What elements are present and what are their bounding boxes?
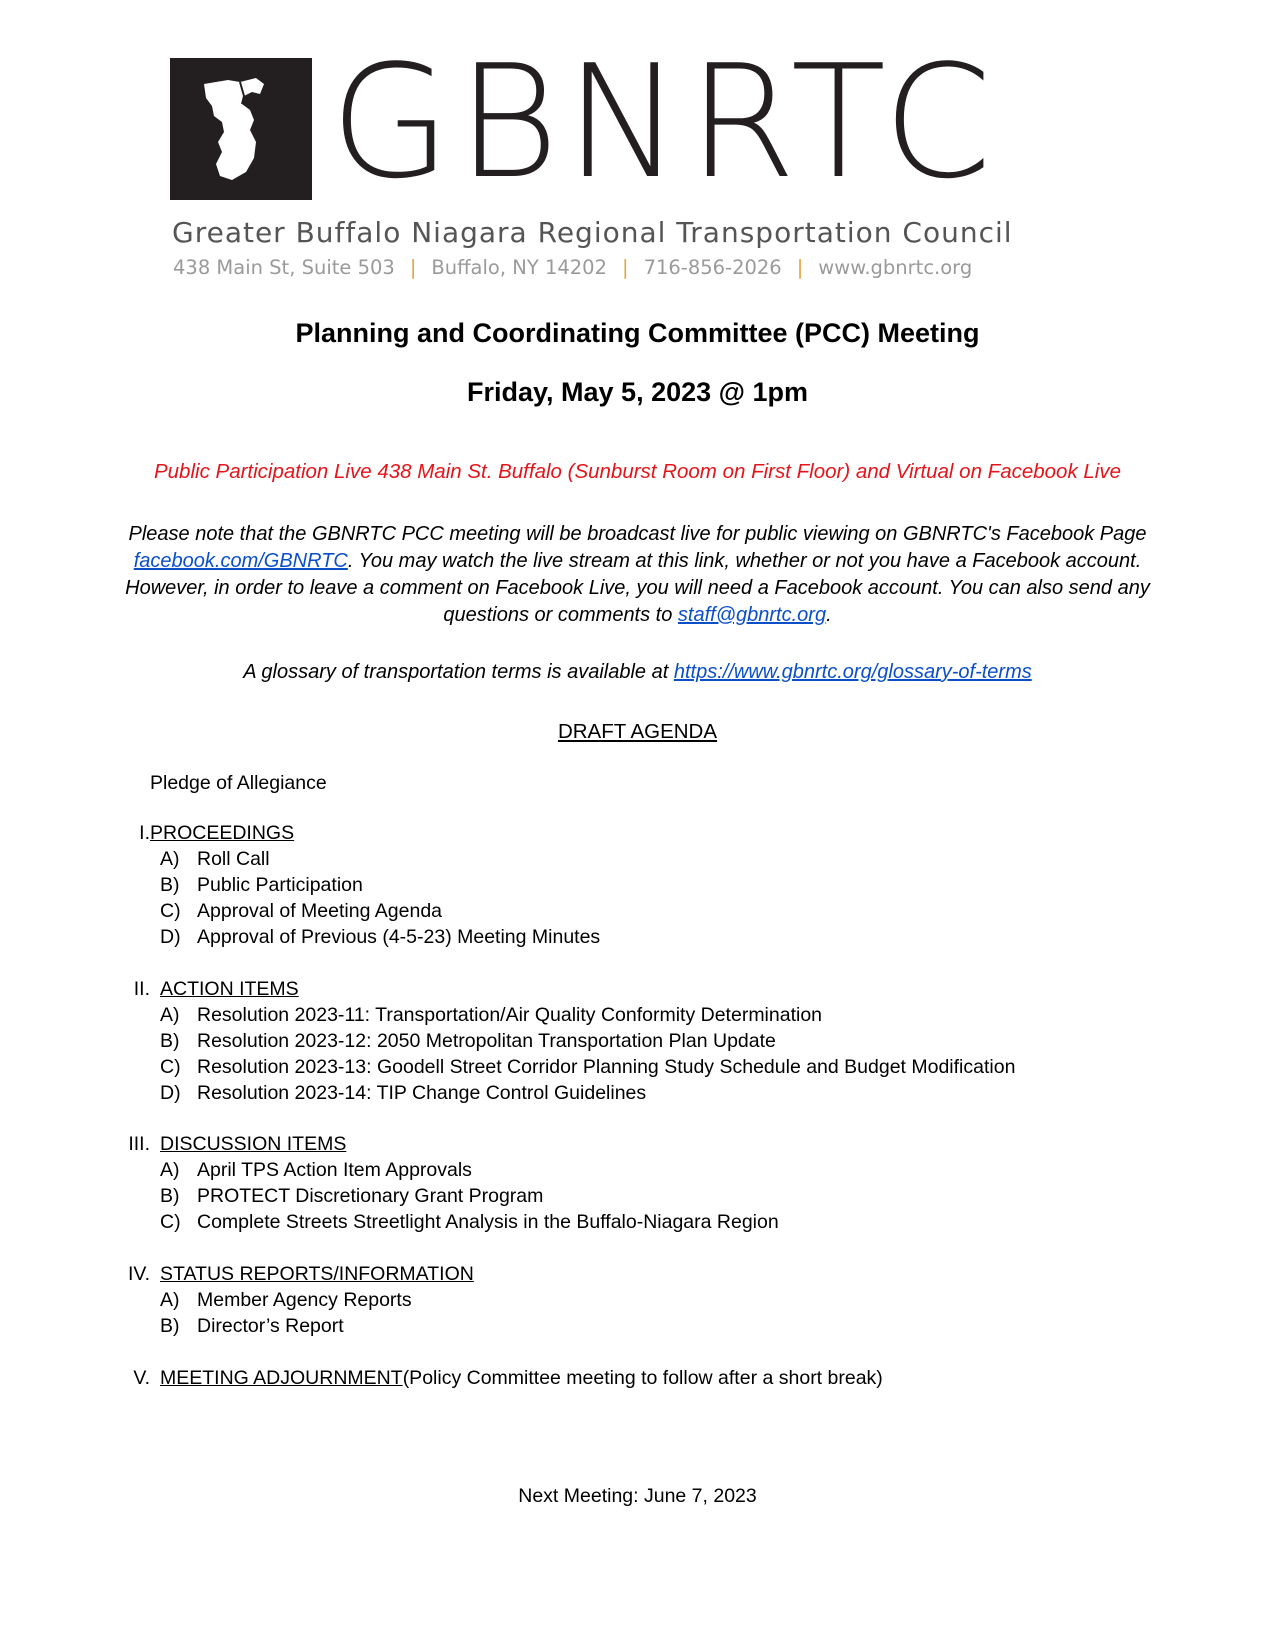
section-title: ACTION ITEMS xyxy=(160,978,299,1000)
item-text: PROTECT Discretionary Grant Program xyxy=(197,1185,544,1207)
item-letter: C) xyxy=(160,1056,181,1078)
address-street: 438 Main St, Suite 503 xyxy=(173,256,395,279)
item-letter: A) xyxy=(160,1289,180,1311)
item-letter: B) xyxy=(160,1030,180,1052)
section-number: V. xyxy=(133,1367,150,1389)
section-title: PROCEEDINGS xyxy=(150,822,295,844)
section-number: III. xyxy=(128,1133,150,1155)
glossary-text: A glossary of transportation terms is available at xyxy=(243,661,674,683)
address-line xyxy=(173,256,972,279)
item-text: April TPS Action Item Approvals xyxy=(197,1159,472,1181)
item-letter: A) xyxy=(160,1004,180,1026)
region-map-icon xyxy=(170,58,312,200)
section-title: STATUS REPORTS/INFORMATION xyxy=(160,1263,474,1285)
broadcast-notice xyxy=(95,521,1180,629)
item-text: Resolution 2023-14: TIP Change Control Guidelines xyxy=(197,1082,647,1104)
notice-text: . You may watch the live stream at this link, whether or not you have a Facebook account. However, in order to leave a comment on Facebook Live, you will need a Facebook account. You can also send any questions or comments to xyxy=(125,550,1150,626)
section-number: II. xyxy=(133,978,150,1000)
next-meeting: Next Meeting: June 7, 2023 xyxy=(518,1485,757,1507)
notice-text: . xyxy=(826,604,832,626)
item-text: Complete Streets Streetlight Analysis in the Buffalo-Niagara Region xyxy=(197,1211,779,1233)
item-letter: B) xyxy=(160,1185,180,1207)
council-name: Greater Buffalo Niagara Regional Transportation Council xyxy=(172,216,1013,249)
item-letter: B) xyxy=(160,874,180,896)
item-text: Resolution 2023-12: 2050 Metropolitan Transportation Plan Update xyxy=(197,1030,776,1052)
glossary-notice xyxy=(0,661,1275,684)
section-number: IV. xyxy=(127,1263,150,1285)
item-text: Director’s Report xyxy=(197,1315,344,1337)
public-participation-notice: Public Participation Live 438 Main St. Buffalo (Sunburst Room on First Floor) and Virtual on Facebook Live xyxy=(153,460,1122,483)
pledge-item: Pledge of Allegiance xyxy=(150,772,327,794)
meeting-title: Planning and Coordinating Committee (PCC) Meeting xyxy=(295,318,980,348)
address-city: Buffalo, NY 14202 xyxy=(431,256,607,279)
separator: | xyxy=(622,256,629,279)
address-phone: 716-856-2026 xyxy=(643,256,782,279)
item-letter: C) xyxy=(160,900,181,922)
item-letter: D) xyxy=(160,926,181,948)
item-letter: A) xyxy=(160,848,180,870)
item-text: Approval of Previous (4-5-23) Meeting Minutes xyxy=(197,926,601,948)
meeting-date: Friday, May 5, 2023 @ 1pm xyxy=(467,377,808,407)
logo-wordmark: GBNRTC xyxy=(330,31,998,213)
item-letter: A) xyxy=(160,1159,180,1181)
item-letter: D) xyxy=(160,1082,181,1104)
item-letter: C) xyxy=(160,1211,181,1233)
item-text: Resolution 2023-13: Goodell Street Corridor Planning Study Schedule and Budget Modification xyxy=(197,1056,1016,1078)
section-title: MEETING ADJOURNMENT xyxy=(160,1367,403,1389)
item-text: Approval of Meeting Agenda xyxy=(197,900,443,922)
item-text: Public Participation xyxy=(197,874,363,896)
email-link[interactable]: staff@gbnrtc.org xyxy=(677,604,827,626)
agenda-heading: DRAFT AGENDA xyxy=(557,720,718,743)
address-website: www.gbnrtc.org xyxy=(818,256,973,279)
section-note: (Policy Committee meeting to follow after a short break) xyxy=(402,1367,883,1389)
separator: | xyxy=(796,256,804,279)
facebook-link[interactable]: facebook.com/GBNRTC xyxy=(133,550,348,572)
gbnrtc-logo xyxy=(170,31,1070,213)
item-text: Roll Call xyxy=(197,848,270,870)
item-text: Resolution 2023-11: Transportation/Air Quality Conformity Determination xyxy=(197,1004,823,1026)
separator: | xyxy=(409,256,417,279)
glossary-link[interactable]: https://www.gbnrtc.org/glossary-of-terms xyxy=(673,661,1032,683)
section-title: DISCUSSION ITEMS xyxy=(160,1133,347,1155)
item-text: Member Agency Reports xyxy=(197,1289,412,1311)
notice-text: Please note that the GBNRTC PCC meeting will be broadcast live for public viewing on GBNRTC's Facebook Page xyxy=(128,523,1147,545)
section-number: I. xyxy=(139,822,150,844)
item-letter: B) xyxy=(160,1315,180,1337)
